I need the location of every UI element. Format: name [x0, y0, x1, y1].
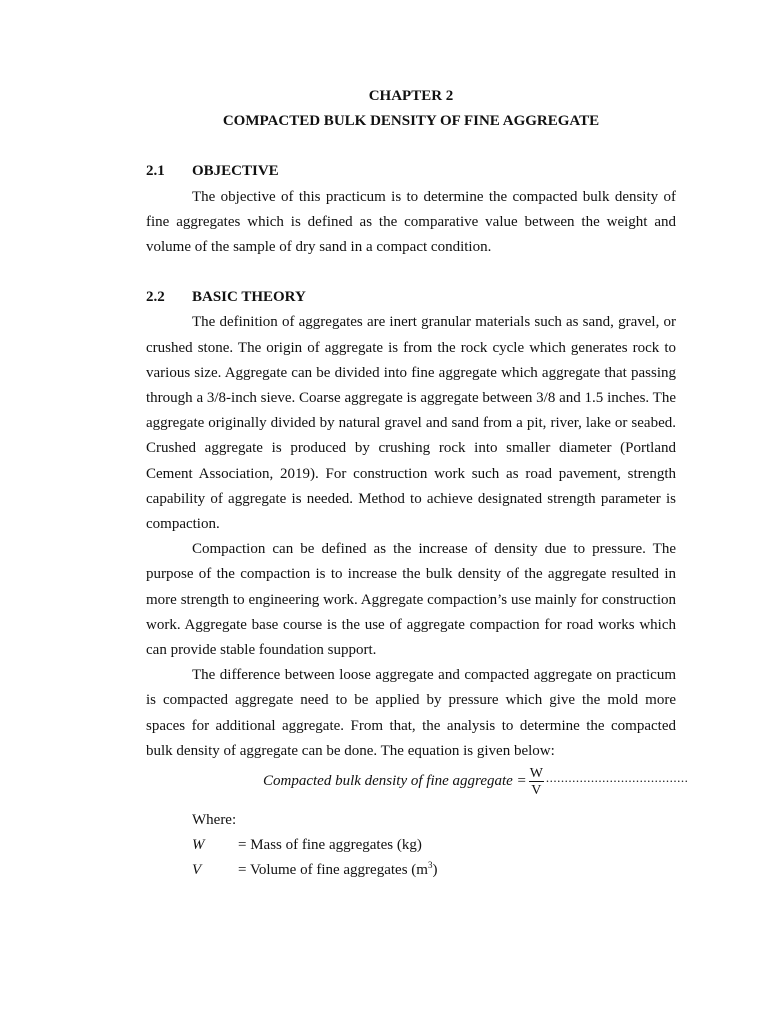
- section-title: OBJECTIVE: [192, 163, 279, 180]
- document-page: [146, 84, 689, 884]
- equation: [263, 764, 689, 800]
- variable-row-w: [192, 833, 676, 858]
- variable-description: = Volume of fine aggregates $(m^3)$: [238, 860, 438, 879]
- where-label: Where:: [192, 812, 237, 829]
- variable-symbol: V: [192, 862, 202, 879]
- variable-row-v: [192, 858, 676, 883]
- equation-numerator: W: [529, 766, 543, 782]
- chapter-label: CHAPTER 2: [368, 88, 454, 104]
- variable-description: = Mass of fine aggregates (kg): [238, 837, 422, 854]
- paragraph: The objective of this practicum is to determine the compacted bulk density of fine aggregates which is defined as the comparative value between the weight and volume of the sample of dry sand in a compact condition.: [146, 188, 676, 256]
- section-heading-basic-theory: [146, 285, 676, 310]
- equation-leader: ......................................: [545, 769, 689, 785]
- paragraph: The definition of aggregates are inert granular materials such as sand, gravel, or crushed stone. The origin of aggregate is from the rock cycle which generates rock to various size. Aggregate can be divided into fine aggregate which aggregate that passing through a 3/8-inch sieve. Coarse aggregate is aggregate between 3/8 and 1.5 inches. The aggregate originally divided by natural gravel and sand from a pit, river, lake or seabed. Crushed aggregate is produced by crushing rock into smaller diameter (Portland Cement Association, 2019). For construction work such as road pavement, strength capability of aggregate is needed. Method to achieve designated strength parameter is compaction.: [146, 314, 676, 533]
- section-number: 2.2: [146, 289, 165, 306]
- section-title: BASIC THEORY: [192, 289, 306, 306]
- variable-symbol: W: [192, 837, 205, 854]
- chapter-title: COMPACTED BULK DENSITY OF FINE AGGREGATE: [222, 113, 600, 130]
- paragraph: Compaction can be defined as the increase of density due to pressure. The purpose of the compaction is to increase the bulk density of the aggregate resulted in more strength to engineering work. Aggregate compaction’s use mainly for construction work. Aggregate base course is the use of aggregate compaction for road works which can provide stable foundation support.: [146, 541, 676, 659]
- section-number: 2.1: [146, 163, 165, 180]
- paragraph: The difference between loose aggregate and compacted aggregate on practicum is compacted aggregate need to be applied by pressure which give the mold more spaces for additional aggregate. From that, the analysis to determine the compacted bulk density of aggregate can be done. The equation is given below:: [146, 667, 676, 759]
- section-heading-objective: [146, 159, 676, 184]
- equation-fraction: [529, 766, 544, 798]
- equation-lhs: Compacted bulk density of fine aggregate =: [263, 773, 527, 790]
- superscript: 3: [427, 860, 433, 871]
- equation-denominator: V: [531, 783, 542, 799]
